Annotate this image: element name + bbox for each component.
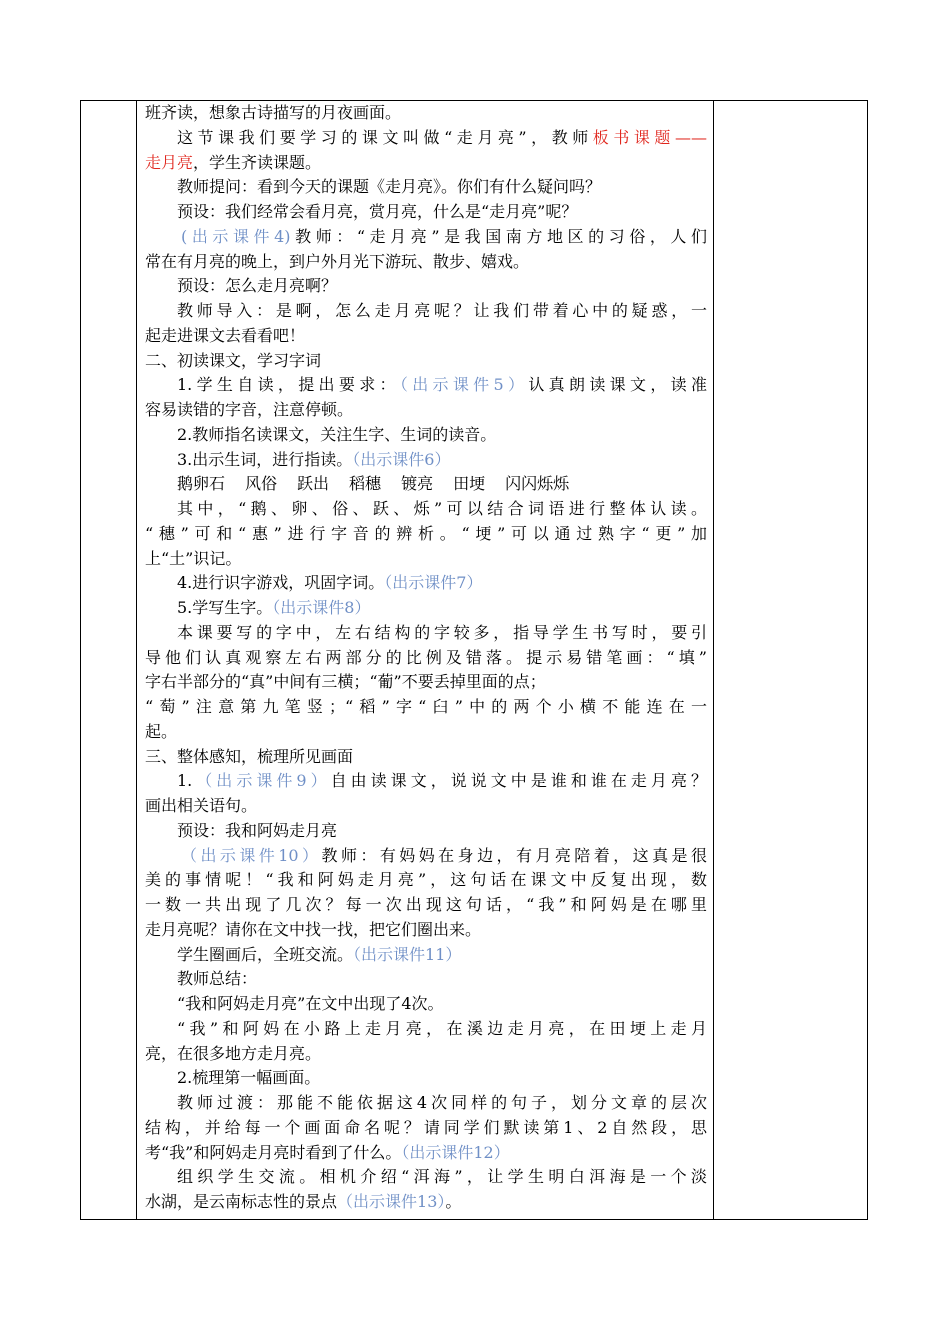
courseware-note: （出示课件12） xyxy=(401,1142,510,1162)
vocab-word: 稻穗 xyxy=(349,474,382,494)
text-line: 预设：我和阿妈走月亮 xyxy=(177,820,338,840)
column-divider-left xyxy=(136,101,137,1219)
text-line: 班齐读，想象古诗描写的月夜画面。 xyxy=(145,103,402,122)
vocab-word: 田埂 xyxy=(453,474,486,494)
section-heading: 二、初读课文，学习字词 xyxy=(145,350,322,370)
text-line: 学生圈画后，全班交流。（出示课件11） xyxy=(177,944,462,964)
text-line: 预设：我们经常会看月亮，赏月亮，什么是“走月亮”呢？ xyxy=(177,202,578,221)
text-line: “我和阿妈走月亮”在文中出现了4次。 xyxy=(177,994,444,1013)
text-line: 其中，“鹅、卵、俗、跃、烁”可以结合词语进行整体认读。 xyxy=(177,499,707,518)
text-line: 2.梳理第一幅画面。 xyxy=(177,1068,321,1088)
text-line: 画出相关语句。 xyxy=(145,796,258,815)
text-line: 本课要写的字中，左右结构的字较多，指导学生书写时，要引 xyxy=(177,622,707,642)
text-line: 美的事情呢！“我和阿妈走月亮”，这句话在课文中反复出现，数 xyxy=(145,870,707,890)
text-line: 走月亮呢？请你在文中找一找，把它们圈出来。 xyxy=(145,919,482,939)
vocab-word: 鹅卵石 xyxy=(177,474,226,494)
text-line: 起走进课文去看看吧！ xyxy=(145,325,306,345)
text-line: 2.教师指名读课文，关注生字、生词的读音。 xyxy=(177,424,497,444)
section-heading: 三、整体感知，梳理所见画面 xyxy=(145,746,354,766)
vocab-word: 闪闪烁烁 xyxy=(505,474,570,494)
text-line: “我”和阿妈在小路上走月亮，在溪边走月亮，在田埂上走月 xyxy=(177,1018,707,1038)
vocab-word: 跃出 xyxy=(297,474,330,494)
text-line: 教师总结： xyxy=(177,969,258,989)
courseware-note: (出示课件4) xyxy=(181,226,291,246)
text-line: 导他们认真观察左右两部分的比例及错落。提示易错笔画：“填” xyxy=(145,647,707,667)
text-line: 考“我”和阿妈走月亮时看到了什么。（出示课件12） xyxy=(145,1142,510,1162)
text-line: 教师过渡：那能不能依据这4次同样的句子，划分文章的层次 xyxy=(177,1093,707,1112)
text-line: 结构，并给每一个画面命名呢？请同学们默读第1、2自然段，思 xyxy=(145,1117,707,1137)
vocab-word: 风俗 xyxy=(245,474,278,494)
courseware-note: （出示课件7） xyxy=(384,573,483,593)
courseware-note: （出示课件9） xyxy=(192,771,331,791)
text-line: 教师导入：是啊，怎么走月亮呢？让我们带着心中的疑惑，一 xyxy=(177,301,707,320)
text-line: 亮，在很多地方走月亮。 xyxy=(145,1043,322,1063)
text-line: 1.学生自读，提出要求：（出示课件5）认真朗读课文，读准 xyxy=(177,375,707,395)
text-line: 5.学写生字。（出示课件8） xyxy=(177,598,371,617)
courseware-note: （出示课件10） xyxy=(181,845,322,865)
board-title-highlight: 板书课题—— xyxy=(592,127,707,147)
courseware-note: （出示课件6） xyxy=(352,449,451,469)
courseware-note: （出示课件13） xyxy=(337,1192,446,1211)
text-line: 预设：怎么走月亮啊？ xyxy=(177,276,338,296)
text-line: 字右半部分的“真”中间有三横；“葡”不要丢掉里面的点； xyxy=(145,672,546,692)
text-line: 常在有月亮的晚上，到户外月光下游玩、散步、嬉戏。 xyxy=(145,251,530,271)
text-line: 起。 xyxy=(145,721,178,741)
text-line: 教师提问：看到今天的课题《走月亮》。你们有什么疑问吗？ xyxy=(177,177,602,197)
text-line: “穗”可和“惠”进行字音的辨析。“埂”可以通过熟字“更”加 xyxy=(145,523,707,543)
text-line: (出示课件4)教师：“走月亮”是我国南方地区的习俗，人们 xyxy=(181,226,707,246)
text-line: （出示课件10）教师：有妈妈在身边，有月亮陪着，这真是很 xyxy=(181,845,707,865)
board-title-highlight: 走月亮 xyxy=(145,152,194,172)
text-line: 1.（出示课件9）自由读课文，说说文中是谁和谁在走月亮？ xyxy=(177,771,707,791)
text-line: 这节课我们要学习的课文叫做“走月亮”，教师板书课题—— xyxy=(177,127,707,147)
text-line: “萄”注意第九笔竖；“稻”字“臼”中的两个小横不能连在一 xyxy=(145,697,707,716)
text-line: 走月亮，学生齐读课题。 xyxy=(145,152,322,172)
vocabulary-words xyxy=(145,472,707,497)
courseware-note: （出示课件5） xyxy=(399,375,529,395)
text-line: 水湖，是云南标志性的景点（出示课件13）。 xyxy=(145,1192,462,1211)
text-line: 上“土”识记。 xyxy=(145,548,242,568)
text-line: 4.进行识字游戏，巩固字词。（出示课件7） xyxy=(177,573,483,593)
courseware-note: （出示课件11） xyxy=(353,944,462,964)
lesson-content-cell xyxy=(145,101,707,1215)
column-divider-right xyxy=(713,101,714,1219)
courseware-note: （出示课件8） xyxy=(272,598,371,617)
vocab-word: 镀亮 xyxy=(401,474,434,494)
text-line: 容易读错的字音，注意停顿。 xyxy=(145,400,354,419)
text-line: 组织学生交流。相机介绍“洱海”，让学生明白洱海是一个淡 xyxy=(177,1167,707,1187)
text-line: 3.出示生词，进行指读。（出示课件6） xyxy=(177,449,451,469)
text-line: 一数一共出现了几次？每一次出现这句话，“我”和阿妈是在哪里 xyxy=(145,895,707,914)
